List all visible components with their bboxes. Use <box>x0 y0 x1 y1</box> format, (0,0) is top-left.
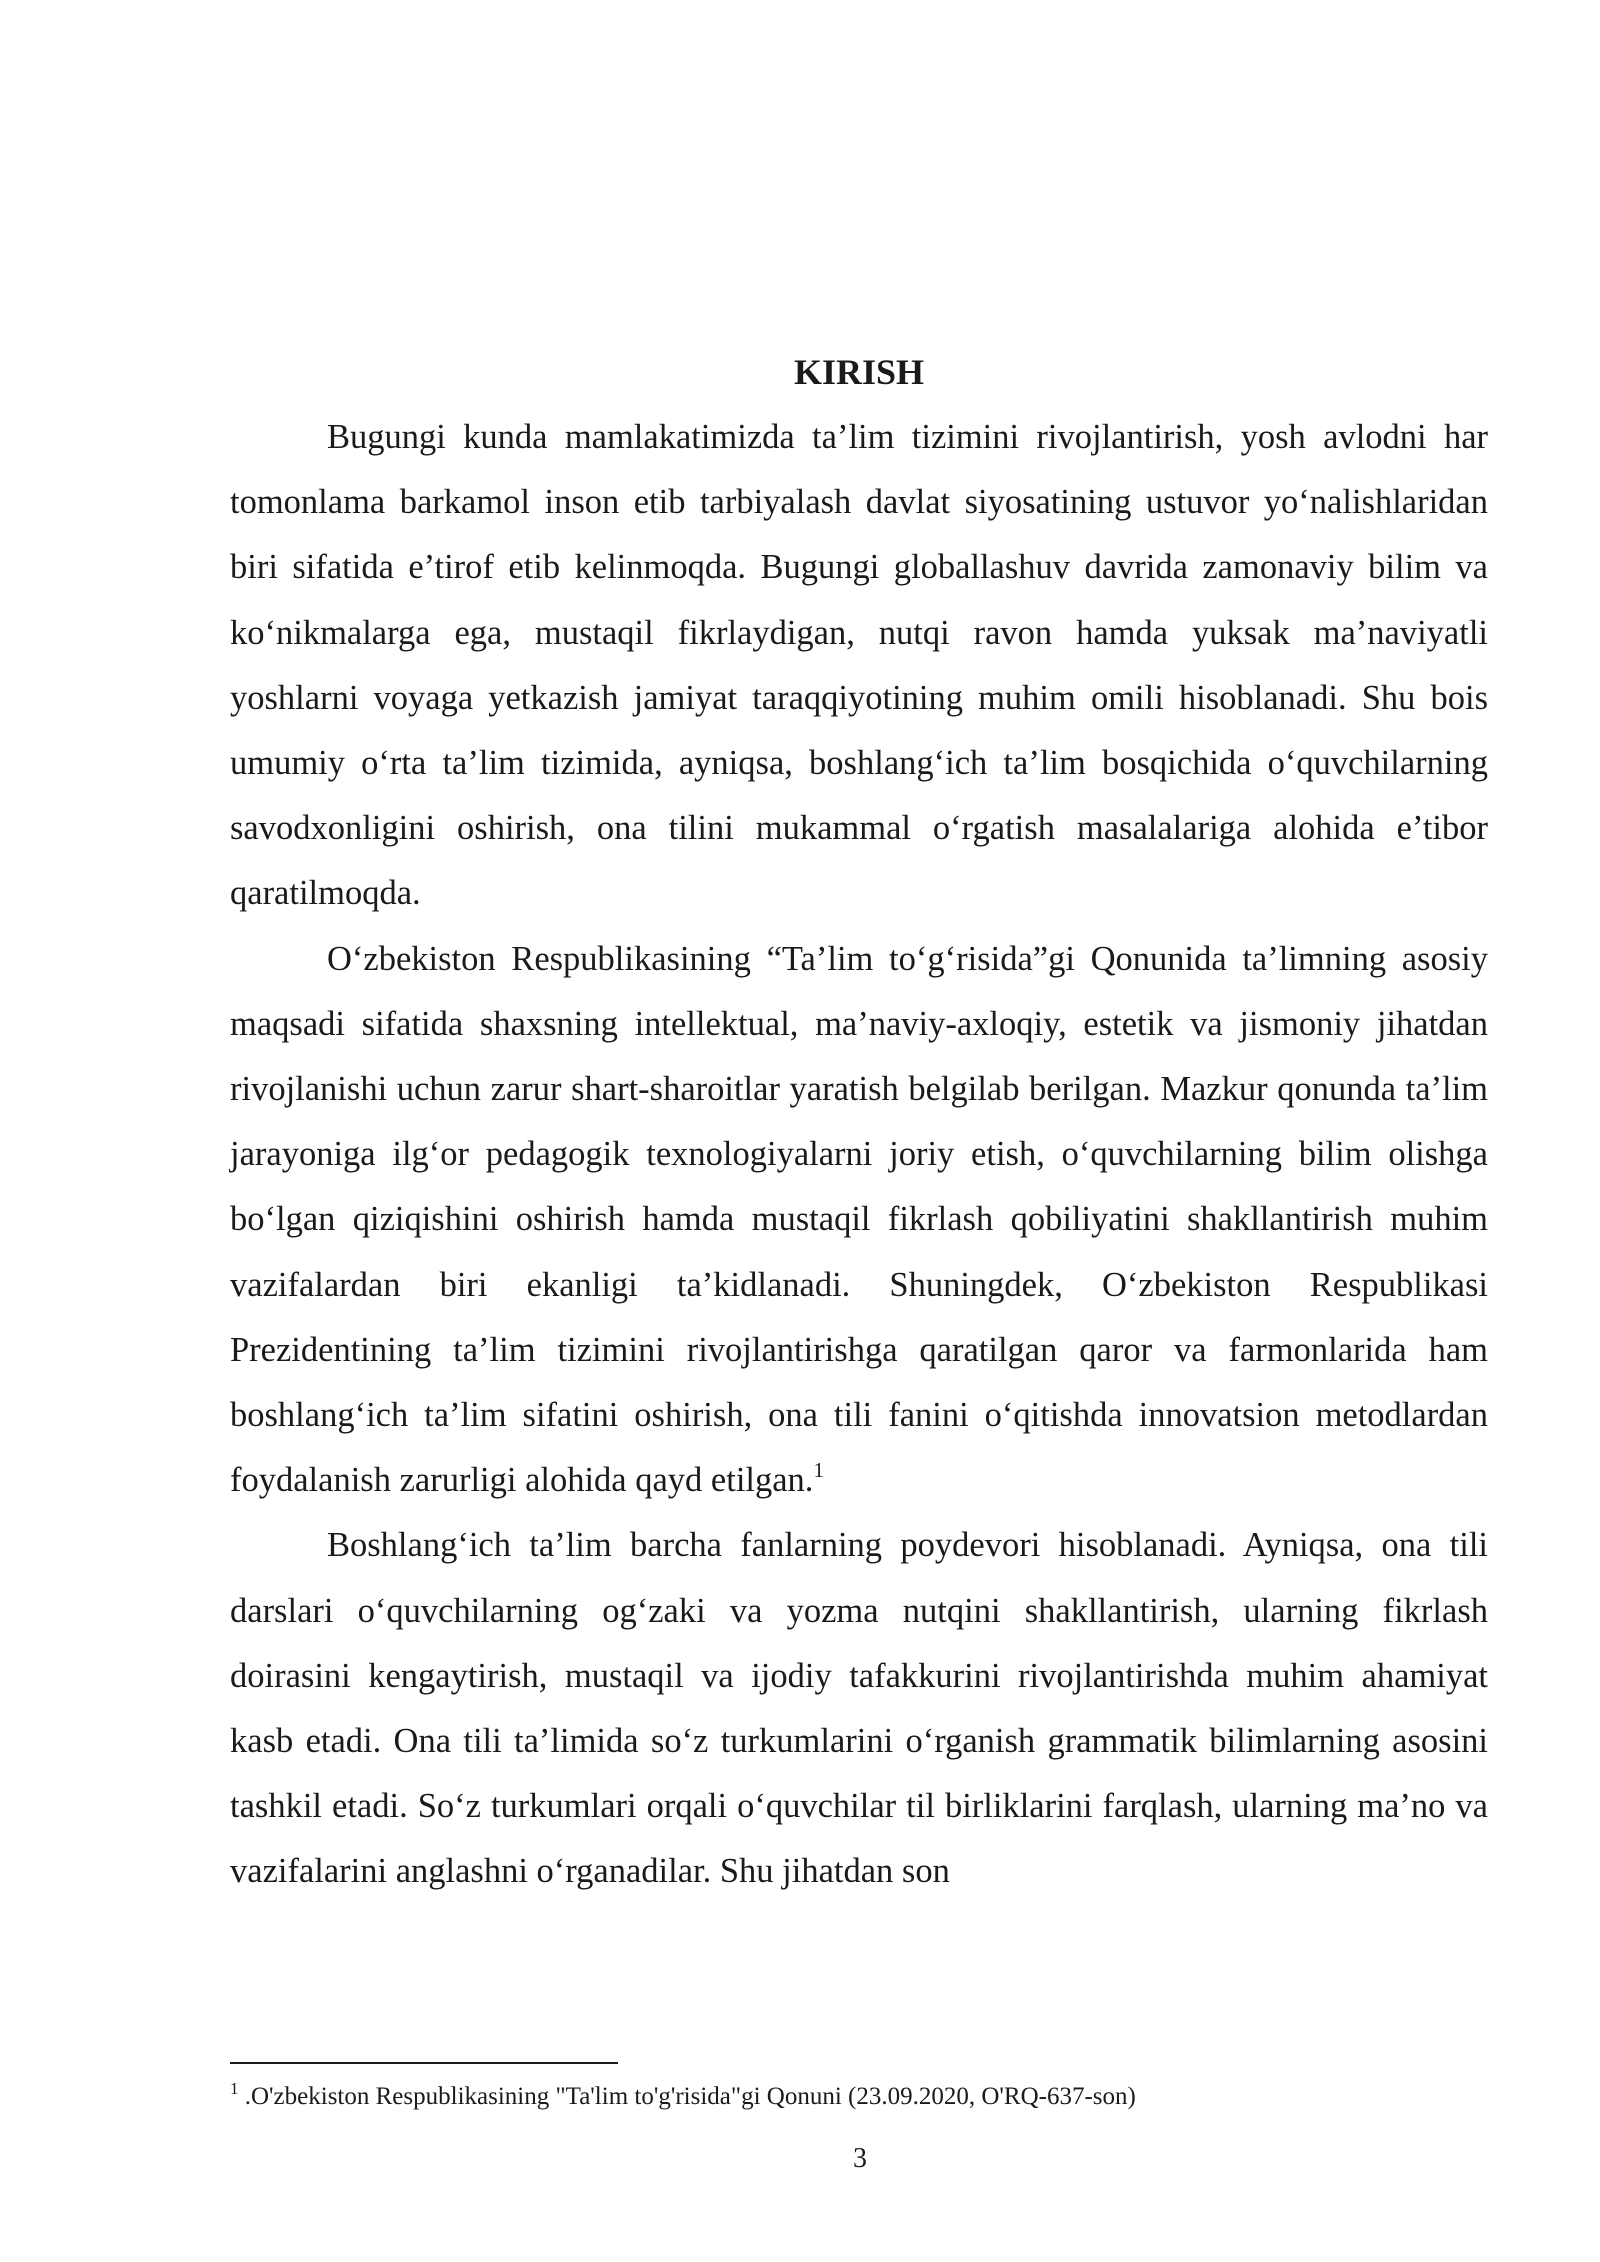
paragraph-1-text: Bugungi kunda mamlakatimizda ta’lim tizimini rivojlantirish, yosh avlodni har tomonlama barkamol inson etib tarbiyalash davlat siyosatining ustuvor yo‘nalishlaridan biri sifatida e’tirof etib kelinmoqda. Bugungi globallashuv davrida zamonaviy bilim va ko‘nikmalarga ega, mustaqil fikrlaydigan, nutqi ravon hamda yuksak ma’naviyatli yoshlarni voyaga yetkazish jamiyat taraqqiyotining muhim omili hisoblanadi. Shu bois umumiy o‘rta ta’lim tizimida, ayniqsa, boshlang‘ich ta’lim bosqichida o‘quvchilarning savodxonligini oshirish, ona tilini mukammal o‘rgatish masalalariga alohida e’tibor qaratilmoqda. <box>230 418 1488 913</box>
footnote-mark: 1 <box>230 2079 239 2098</box>
body-text <box>230 340 1488 1905</box>
paragraph-2-text: O‘zbekiston Respublikasining “Ta’lim to‘g‘risida”gi Qonunida ta’limning asosiy maqsadi sifatida shaxsning intellektual, ma’naviy-axloqiy, estetik va jismoniy jihatdan rivojlanishi uchun zarur shart-sharoitlar yaratish belgilab berilgan. Mazkur qonunda ta’lim jarayoniga ilg‘or pedagogik texnologiyalarni joriy etish, o‘quvchilarning bilim olishga bo‘lgan qiziqishini oshirish hamda mustaqil fikrlash qobiliyatini shakllantirish muhim vazifalardan biri ekanligi ta’kidlanadi. Shuningdek, O‘zbekiston Respublikasi Prezidentining ta’lim tizimini rivojlantirishga qaratilgan qaror va farmonlarida ham boshlang‘ich ta’lim sifatini oshirish, ona tili fanini o‘qitishda innovatsion metodlardan foydalanish zarurligi alohida qayd etilgan. <box>230 939 1488 1500</box>
footnote-text: .O'zbekiston Respublikasining "Ta'lim to'g'risida"gi Qonuni (23.09.2020, O'RQ-637-son) <box>238 2083 1136 2110</box>
footnote-reference[interactable]: 1 <box>813 1458 824 1483</box>
footnote-separator <box>230 2062 618 2064</box>
paragraph-3 <box>230 1513 1488 1904</box>
paragraph-3-text: Boshlang‘ich ta’lim barcha fanlarning poydevori hisoblanadi. Ayniqsa, ona tili darslari o‘quvchilarning og‘zaki va yozma nutqini shakllantirish, ularning fikrlash doirasini kengaytirish, mustaqil va ijodiy tafakkurini rivojlantirishda muhim ahamiyat kasb etadi. Ona tili ta’limida so‘z turkumlarini o‘rganish grammatik bilimlarning asosini tashkil etadi. So‘z turkumlari orqali o‘quvchilar til birliklarini farqlash, ularning ma’no va vazifalarini anglashni o‘rganadilar. Shu jihatdan son <box>230 1526 1488 1891</box>
section-heading: KIRISH <box>793 352 925 392</box>
paragraph-1 <box>230 405 1488 927</box>
paragraph-2 <box>230 927 1488 1514</box>
footnote <box>230 2080 1488 2114</box>
page-number: 3 <box>853 2143 867 2174</box>
